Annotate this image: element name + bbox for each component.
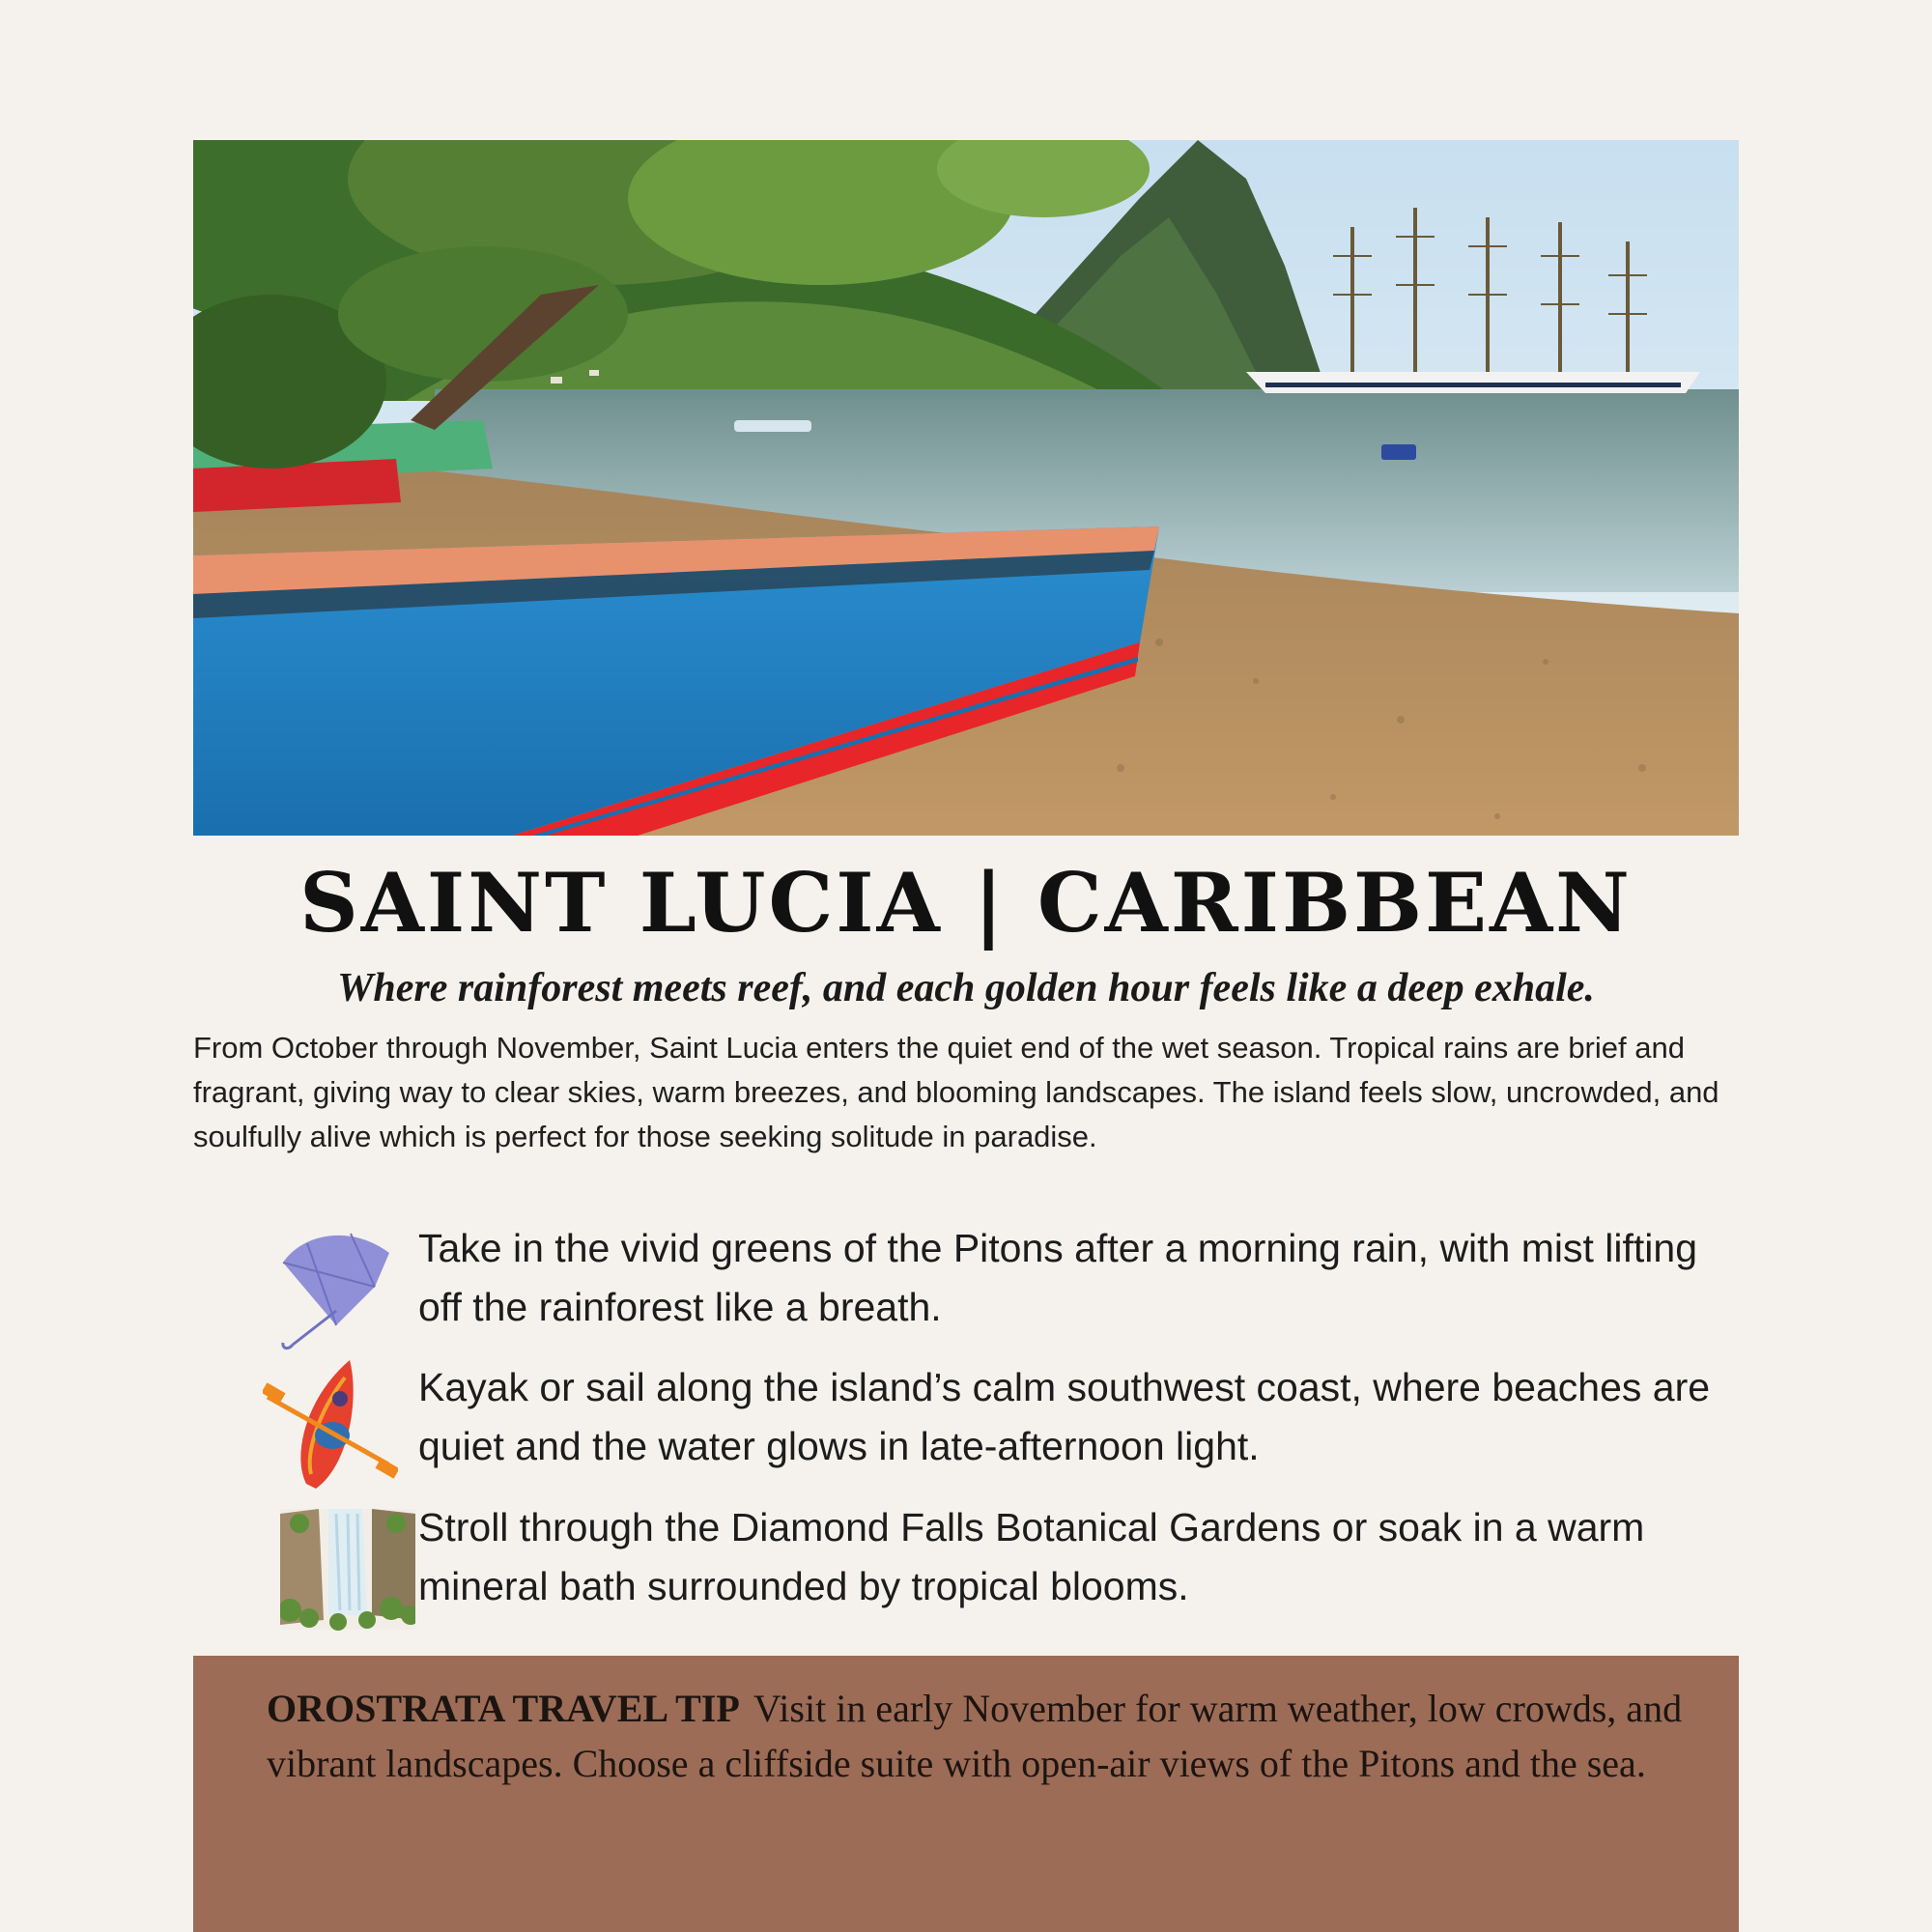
kayak-icon	[263, 1358, 398, 1493]
list-item-text: Take in the vivid greens of the Pitons after a morning rain, with mist lifting off the rainforest like a breath.	[418, 1226, 1698, 1329]
travel-tip-box	[193, 1656, 1739, 1932]
hero-image	[193, 140, 1739, 836]
waterfall-icon	[280, 1504, 415, 1639]
travel-tip-text: Visit in early November for warm weather, low crowds, and vibrant landscapes. Choose a cliffside suite with open-air views of the Pitons and the sea.	[267, 1687, 1683, 1785]
travel-tip	[267, 1681, 1696, 1791]
intro-paragraph: From October through November, Saint Lucia enters the quiet end of the wet season. Tropical rains are brief and fragrant, giving way to clear skies, warm breezes, and blooming landscapes. The island feels slow, uncrowded, and soulfully alive which is perfect for those seeking solitude in paradise.	[193, 1031, 1719, 1153]
tagline: Where rainforest meets reef, and each golden hour feels like a deep exhale.	[337, 966, 1595, 1010]
page-title: SAINT LUCIA | CARIBBEAN	[299, 855, 1633, 951]
list-item-text: Stroll through the Diamond Falls Botanical Gardens or soak in a warm mineral bath surrounded by tropical blooms.	[418, 1505, 1645, 1608]
travel-tip-label: OROSTRATA TRAVEL TIP	[267, 1687, 740, 1730]
list-item-text: Kayak or sail along the island’s calm southwest coast, where beaches are quiet and the water glows in late-afternoon light.	[418, 1365, 1711, 1468]
umbrella-icon	[269, 1219, 404, 1354]
